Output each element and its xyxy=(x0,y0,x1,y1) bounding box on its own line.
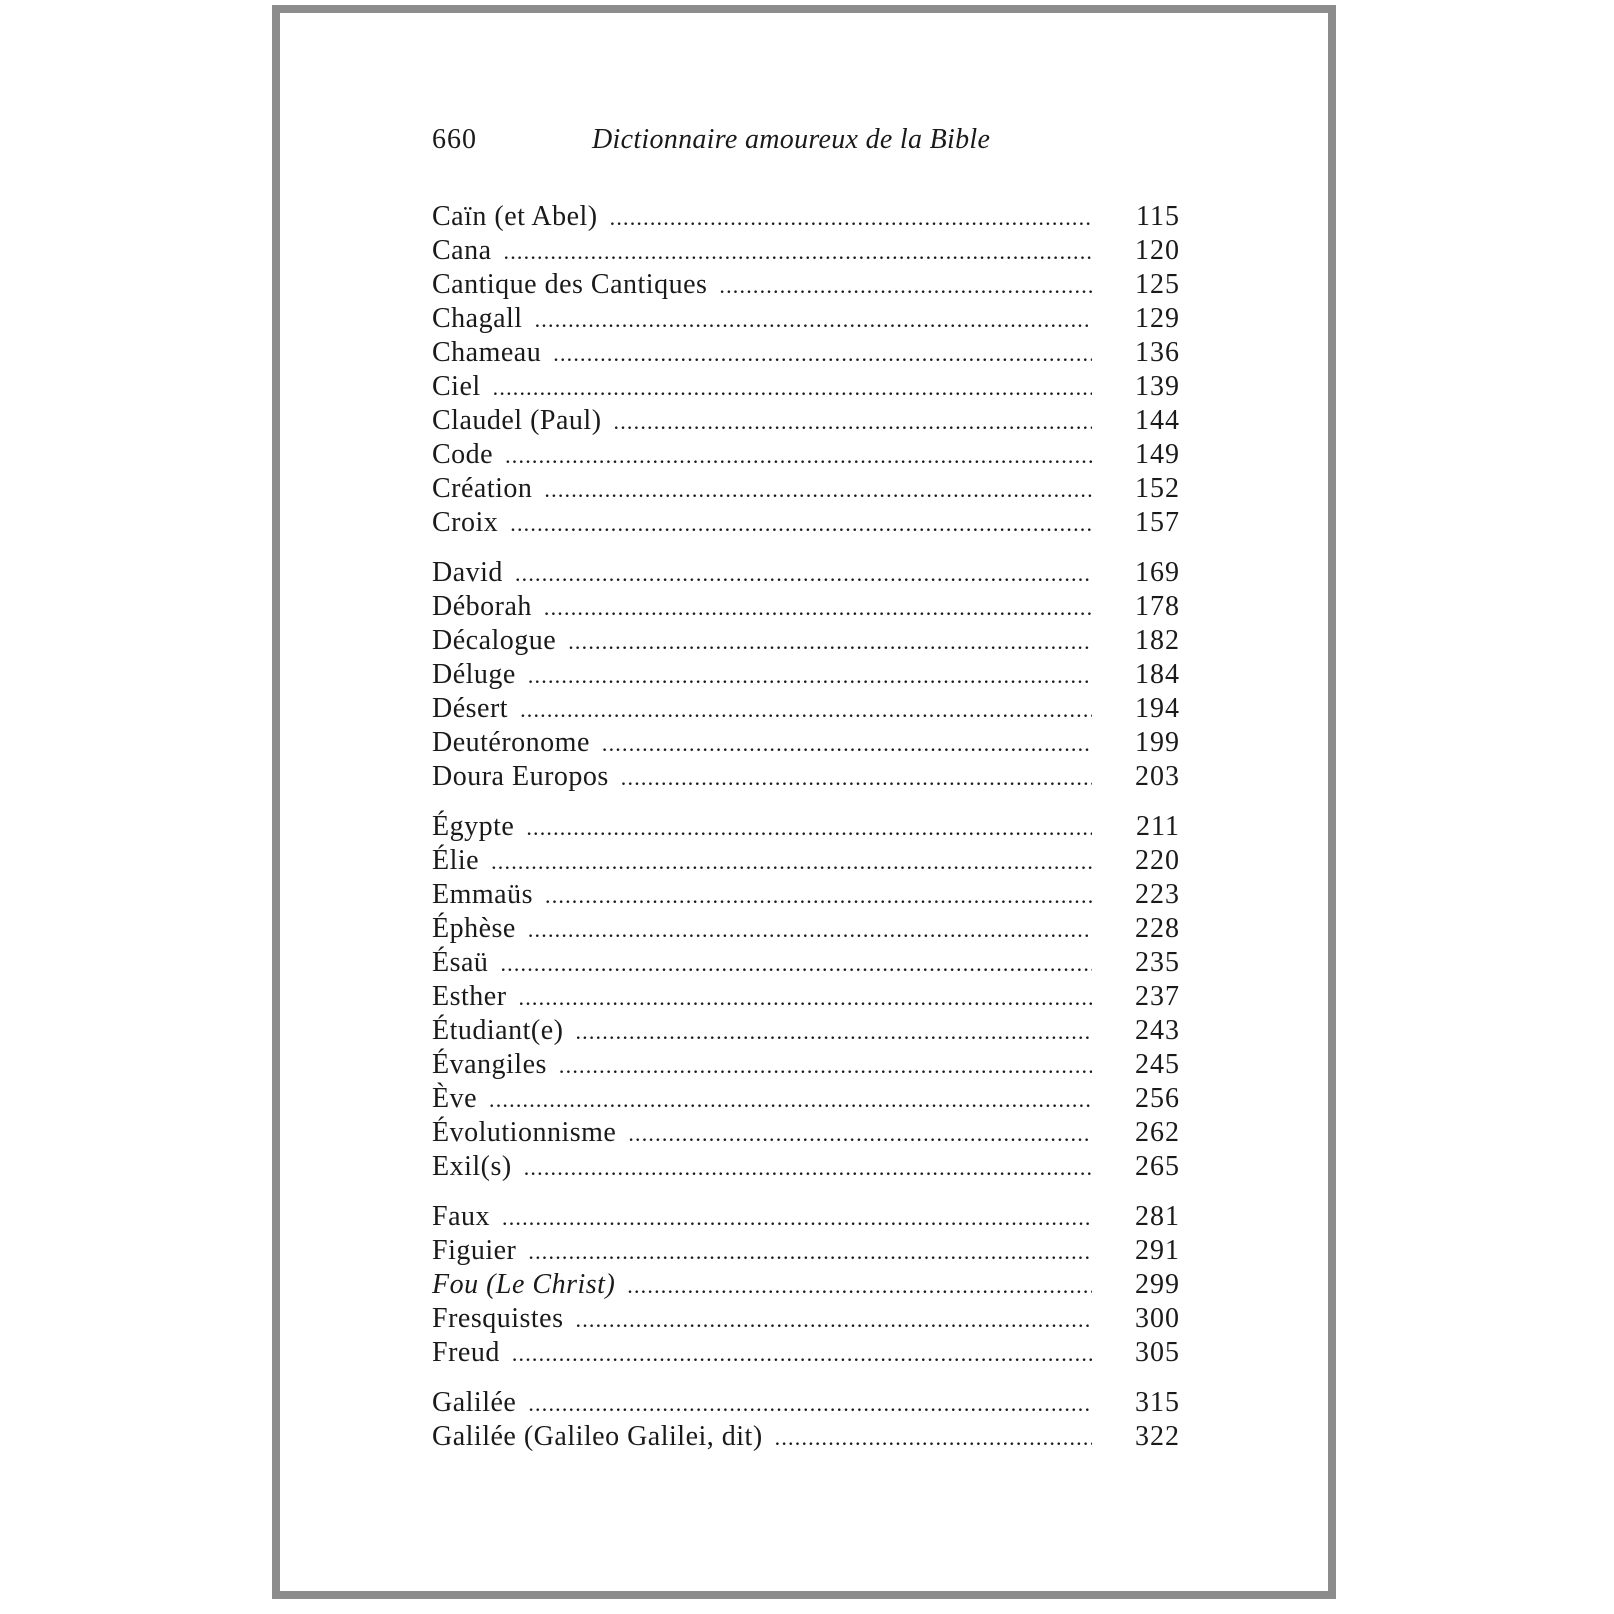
toc-entry-page: 203 xyxy=(1135,761,1180,792)
toc-entry-page: 184 xyxy=(1135,659,1180,690)
toc-entry xyxy=(432,760,1180,794)
dot-leader xyxy=(528,1387,1092,1421)
toc-group xyxy=(432,1200,1180,1370)
toc-entry xyxy=(432,624,1180,658)
toc-entry-title: Freud xyxy=(432,1337,500,1368)
toc-entry xyxy=(432,370,1180,404)
toc-entry-page: 281 xyxy=(1135,1201,1180,1232)
toc-entry-page: 152 xyxy=(1135,473,1180,504)
toc-entry xyxy=(432,302,1180,336)
toc-entry-page: 322 xyxy=(1135,1421,1180,1452)
toc-entry-page: 262 xyxy=(1135,1117,1180,1148)
toc-entry-page: 129 xyxy=(1135,303,1180,334)
toc-entry-page: 144 xyxy=(1135,405,1180,436)
toc-entry-page: 300 xyxy=(1135,1303,1180,1334)
toc-entry-title: Ciel xyxy=(432,371,481,402)
toc-entry xyxy=(432,844,1180,878)
toc-entry xyxy=(432,1420,1180,1454)
dot-leader xyxy=(553,337,1092,371)
toc-group xyxy=(432,200,1180,540)
toc-entry xyxy=(432,404,1180,438)
toc-entry-page: 235 xyxy=(1135,947,1180,978)
dot-leader xyxy=(489,1083,1092,1117)
toc-entry xyxy=(432,658,1180,692)
toc-entry xyxy=(432,1386,1180,1420)
page-header xyxy=(432,124,1032,164)
toc-entry-page: 291 xyxy=(1135,1235,1180,1266)
toc-entry-title: Élie xyxy=(432,845,480,876)
toc-entry xyxy=(432,1336,1180,1370)
toc-entry-title: Claudel (Paul) xyxy=(432,405,602,436)
toc-entry-title: Cana xyxy=(432,235,492,266)
toc-entry-page: 256 xyxy=(1135,1083,1180,1114)
dot-leader xyxy=(535,303,1092,337)
toc-entry-title: Chagall xyxy=(432,303,523,334)
toc-entry-title: Évangiles xyxy=(432,1049,547,1080)
dot-leader xyxy=(512,1337,1092,1371)
page-number: 660 xyxy=(432,124,477,155)
toc-entry-page: 305 xyxy=(1135,1337,1180,1368)
toc-entry xyxy=(432,980,1180,1014)
dot-leader xyxy=(602,727,1092,761)
dot-leader xyxy=(576,1303,1093,1337)
toc-entry xyxy=(432,946,1180,980)
toc-entry-page: 136 xyxy=(1135,337,1180,368)
toc-entry-page: 157 xyxy=(1135,507,1180,538)
toc-entry xyxy=(432,438,1180,472)
toc-entry-title: Caïn (et Abel) xyxy=(432,201,598,232)
dot-leader xyxy=(515,557,1092,591)
dot-leader xyxy=(568,625,1092,659)
toc-group xyxy=(432,1386,1180,1454)
dot-leader xyxy=(493,371,1092,405)
toc-entry xyxy=(432,590,1180,624)
dot-leader xyxy=(502,1201,1092,1235)
toc-entry-title: Désert xyxy=(432,693,509,724)
dot-leader xyxy=(719,269,1092,303)
toc-entry-page: 237 xyxy=(1135,981,1180,1012)
toc-entry xyxy=(432,472,1180,506)
toc-entry-title: Figuier xyxy=(432,1235,517,1266)
toc-entry-title: Décalogue xyxy=(432,625,557,656)
toc-entry-page: 245 xyxy=(1135,1049,1180,1080)
toc-entry xyxy=(432,726,1180,760)
dot-leader xyxy=(504,235,1092,269)
toc-entry xyxy=(432,1268,1180,1302)
toc-entry-title: Ève xyxy=(432,1083,478,1114)
dot-leader xyxy=(524,1151,1092,1185)
toc-entry-page: 211 xyxy=(1136,811,1180,842)
toc-entry-title: Croix xyxy=(432,507,499,538)
toc-entry-title: Deutéronome xyxy=(432,727,590,758)
dot-leader xyxy=(500,947,1092,981)
toc-entry xyxy=(432,1302,1180,1336)
toc-entry-page: 223 xyxy=(1135,879,1180,910)
toc-group xyxy=(432,810,1180,1184)
toc-entry-title: Éphèse xyxy=(432,913,516,944)
toc-group xyxy=(432,556,1180,794)
toc-entry xyxy=(432,1048,1180,1082)
toc-entry-title: Évolutionnisme xyxy=(432,1117,617,1148)
toc-entry-page: 120 xyxy=(1135,235,1180,266)
dot-leader xyxy=(544,473,1092,507)
toc-entry-title: Cantique des Cantiques xyxy=(432,269,708,300)
dot-leader xyxy=(575,1015,1092,1049)
dot-leader xyxy=(610,201,1092,235)
dot-leader xyxy=(559,1049,1092,1083)
toc-entry-title: David xyxy=(432,557,503,588)
toc-entry-page: 149 xyxy=(1135,439,1180,470)
dot-leader xyxy=(526,811,1092,845)
dot-leader xyxy=(614,405,1092,439)
toc-entry-page: 220 xyxy=(1135,845,1180,876)
toc-entry xyxy=(432,268,1180,302)
toc-entry-title: Emmaüs xyxy=(432,879,533,910)
toc-entry xyxy=(432,1014,1180,1048)
dot-leader xyxy=(505,439,1092,473)
toc-entry xyxy=(432,234,1180,268)
toc-entry-title: Égypte xyxy=(432,811,515,842)
toc-entry xyxy=(432,1200,1180,1234)
dot-leader xyxy=(491,845,1092,879)
dot-leader xyxy=(528,913,1092,947)
dot-leader xyxy=(775,1421,1092,1455)
toc-entry-title: Faux xyxy=(432,1201,490,1232)
dot-leader xyxy=(627,1269,1092,1303)
dot-leader xyxy=(510,507,1092,541)
toc-entry xyxy=(432,810,1180,844)
toc-entry xyxy=(432,1116,1180,1150)
dot-leader xyxy=(519,981,1092,1015)
toc-entry-title: Galilée (Galileo Galilei, dit) xyxy=(432,1421,763,1452)
toc-entry-page: 243 xyxy=(1135,1015,1180,1046)
toc-entry-page: 265 xyxy=(1135,1151,1180,1182)
toc-entry-page: 315 xyxy=(1135,1387,1180,1418)
toc-entry-page: 182 xyxy=(1135,625,1180,656)
dot-leader xyxy=(628,1117,1092,1151)
toc-entry-page: 299 xyxy=(1135,1269,1180,1300)
toc-entry xyxy=(432,506,1180,540)
toc-entry xyxy=(432,1082,1180,1116)
toc-entry-page: 115 xyxy=(1136,201,1180,232)
toc-entry-title: Étudiant(e) xyxy=(432,1015,564,1046)
toc-entry-page: 125 xyxy=(1135,269,1180,300)
toc-entry-page: 169 xyxy=(1135,557,1180,588)
toc-entry-title: Code xyxy=(432,439,494,470)
dot-leader xyxy=(544,591,1092,625)
toc-entry xyxy=(432,556,1180,590)
table-of-contents xyxy=(432,200,1180,1470)
toc-entry xyxy=(432,1234,1180,1268)
toc-entry-title: Chameau xyxy=(432,337,542,368)
toc-entry-title: Déborah xyxy=(432,591,532,622)
toc-entry-title: Doura Europos xyxy=(432,761,609,792)
toc-entry-page: 199 xyxy=(1135,727,1180,758)
toc-entry-page: 139 xyxy=(1135,371,1180,402)
dot-leader xyxy=(528,1235,1092,1269)
toc-entry-page: 194 xyxy=(1135,693,1180,724)
toc-entry-title: Création xyxy=(432,473,533,504)
dot-leader xyxy=(545,879,1092,913)
toc-entry xyxy=(432,336,1180,370)
toc-entry xyxy=(432,1150,1180,1184)
toc-entry xyxy=(432,912,1180,946)
toc-entry-title: Déluge xyxy=(432,659,516,690)
toc-entry-title: Exil(s) xyxy=(432,1151,512,1182)
toc-entry-title: Fou (Le Christ) xyxy=(432,1269,616,1300)
toc-entry-title: Fresquistes xyxy=(432,1303,564,1334)
dot-leader xyxy=(621,761,1092,795)
toc-entry-title: Esther xyxy=(432,981,507,1012)
running-title: Dictionnaire amoureux de la Bible xyxy=(592,124,991,155)
dot-leader xyxy=(528,659,1092,693)
dot-leader xyxy=(520,693,1092,727)
toc-entry xyxy=(432,200,1180,234)
toc-entry-page: 228 xyxy=(1135,913,1180,944)
toc-entry xyxy=(432,878,1180,912)
toc-entry-title: Galilée xyxy=(432,1387,517,1418)
toc-entry xyxy=(432,692,1180,726)
toc-entry-title: Ésaü xyxy=(432,947,489,978)
toc-entry-page: 178 xyxy=(1135,591,1180,622)
